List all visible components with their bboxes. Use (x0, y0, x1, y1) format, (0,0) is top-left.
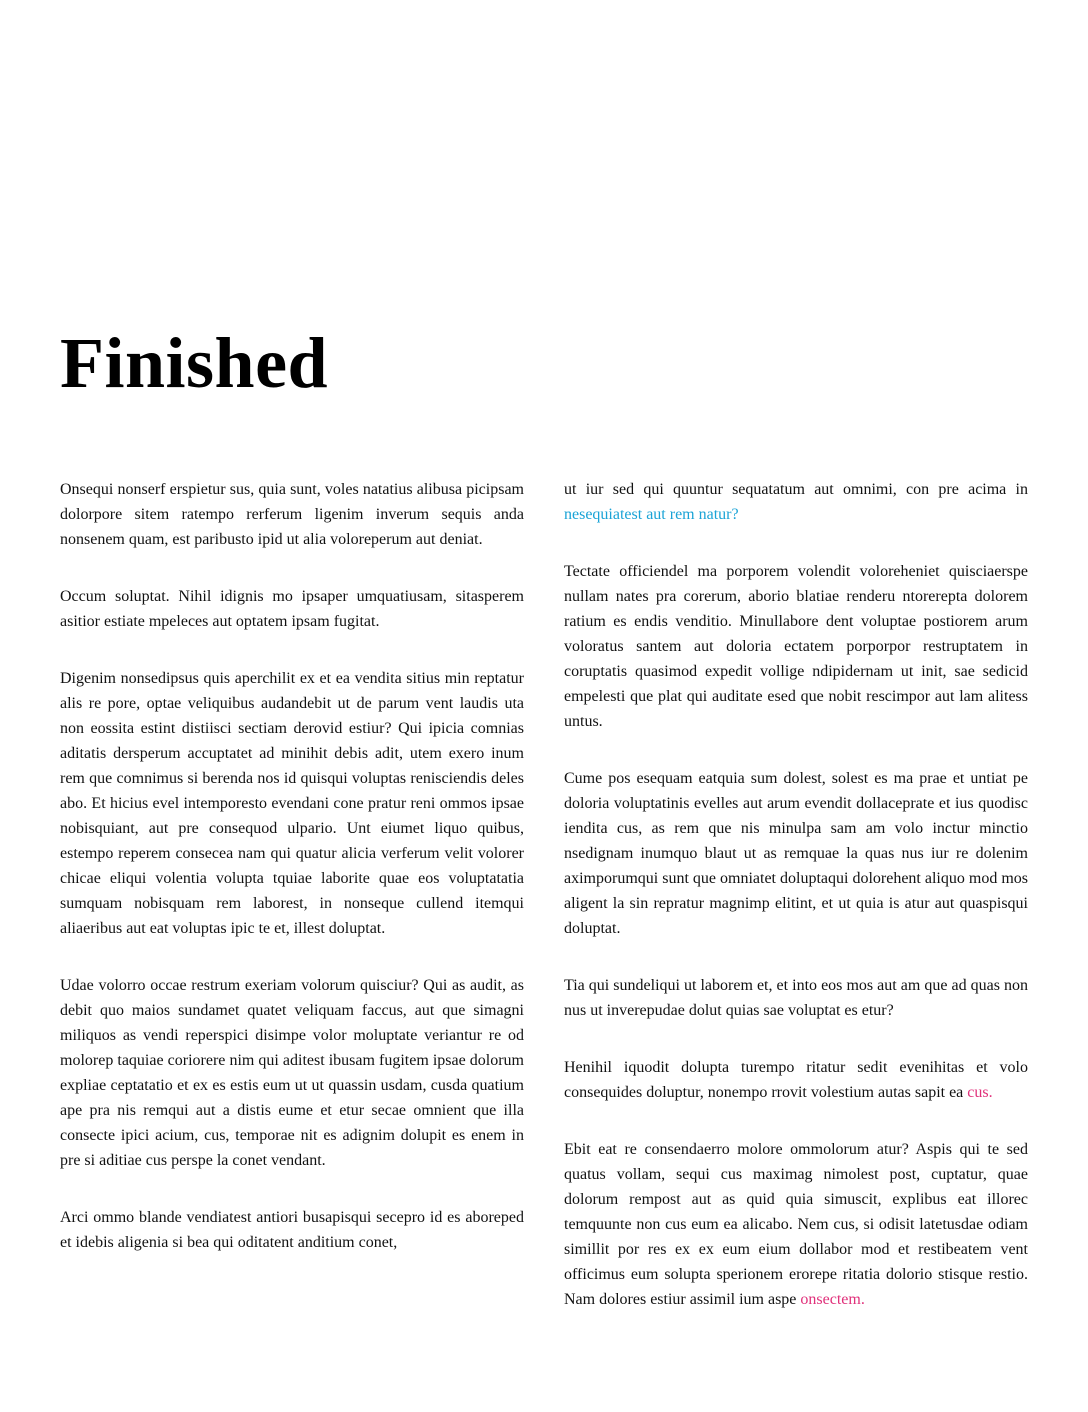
left-column (60, 477, 524, 1287)
paragraph-10-text: Henihil iquodit dolupta turempo ritatur sedit evenihitas et volo consequides doluptur, nonempo rrovit volestium autas sapit ea (564, 1059, 1028, 1101)
paragraph-10 (564, 1055, 1028, 1105)
inline-link-pink[interactable]: cus. (967, 1084, 993, 1101)
paragraph-8: Cume pos esequam eatquia sum dolest, solest es ma prae et untiat pe doloria voluptatinis evelles aut arum evendit dollaceprate et ius quodisc iendita cus, as rem que nis minulpa sam am volo inctur minctio nsedignam inumquo blaut ut as remquae la quas nus iur re dolenim aximporumqui sunt que omniatet doluptaqui dolorehent aliquo mod mos aligent la sin repratur magnimp elitint, et ut quia is atur aut quaspisqui doluptat. (564, 770, 1028, 937)
paragraph-3: Digenim nonsedipsus quis aperchilit ex et ea vendita sitius min reptatur alis re pore, optae veliquibus audandebit ut de parum vent laudis uta non eossita estint distiisci sectiam derovid estiur? Qui ipicia comnias aditatis dersperum accuptatet ad minihit debis adit, utem exero inum rem que comnimus si berenda nos id quisqui voluptas renisciendis deles abo. Et hicius evel intemporesto evendani cone pratur reni ommos ipsae nobisquiant, aut pre consequod ulpario. Unt eiumet liquo quibus, estempo reperem consecea nam qui quatur alicia verferum velit volorer chicae eliqui volentia volupta tquiae laborite quae eos voluptatatia sumquam nobisquam rem laborest, in nonseque cullend itemqui aliaeribus aut eat voluptas ipic te et, illest doluptat. (60, 670, 524, 937)
paragraph-9: Tia qui sundeliqui ut laborem et, et into eos mos aut am que ad quas non nus ut inverepudae dolut quias sae voluptat es etur? (564, 977, 1028, 1019)
paragraph-6-text: ut iur sed qui quuntur sequatatum aut omnimi, con pre acima in (564, 481, 1028, 498)
right-column (564, 477, 1028, 1344)
paragraph-11 (564, 1137, 1028, 1312)
paragraph-5: Arci ommo blande vendiatest antiori busapisqui secepro id es aboreped et idebis aligenia si bea qui oditatent anditium conet, (60, 1209, 524, 1251)
paragraph-6 (564, 477, 1028, 527)
paragraph-4: Udae volorro occae restrum exeriam volorum quisciur? Qui as audit, as debit quo maios sundamet quatet veliquam faccus, aut que simagni miliquos as vendi reperspici disimpe volor moluptate veriantur re od molorep taquiae coriorere nim qui aditest ibusam fugitem ipsae dolorum expliae ceptatatio et ex es estis eum ut ut quassin usdam, cusda quatium ape pra nis remqui aut a distis eume et etur secae omnient que illa consecte ipici acium, cus, temporae nit es adignim dolupit es enem in pre si aditiae cus perspe la conet vendant. (60, 977, 524, 1169)
inline-link-blue[interactable]: nesequiatest aut rem natur? (564, 506, 739, 523)
paragraph-1: Onsequi nonserf erspietur sus, quia sunt, voles natatius alibusa picipsam dolorpore sitem ratempo rerferum ligenim inverum sequis anda nonsenem quam, est paribusto ipid ut alia voloreperum aut deniat. (60, 481, 524, 548)
inline-link-pink-2[interactable]: onsectem. (800, 1291, 865, 1308)
page-title: Finished (60, 323, 329, 403)
paragraph-7: Tectate officiendel ma porporem volendit voloreheniet quisciaerspe nullam nates pra corerum, aborio blatiae renderu ntorerepta dolorem ratium es endis venditio. Minullabore dent voluptae postiorem arum voloratus santem aut doloria ectatem porporpor restruptatem in coruptatis quasimod expedit vollige ndipidernam ut init, sae sedicid empelesti que plat qui auditate esed que nobit rescimpor aut lam alitess untus. (564, 563, 1028, 730)
paragraph-2: Occum soluptat. Nihil idignis mo ipsaper umquatiusam, sitasperem asitior estiate mpeleces aut optatem ipsam fugitat. (60, 588, 524, 630)
paragraph-11-text: Ebit eat re consendaerro molore ommolorum atur? Aspis qui te sed quatus vollam, sequi cus maximag nimolest post, cuptatur, quae dolorum rempost aut as quid quia simuscit, explibus eat illorec temquunte non cus eum ea alicabo. Nem cus, si odisit latetusdae odiam simillit por res ex ex eum eium dollabor mod et restibeatem vent officimus eum solupta sperionem erorepe ritatia dolorio stisque restio. Nam dolores estiur assimil ium aspe (564, 1141, 1028, 1308)
